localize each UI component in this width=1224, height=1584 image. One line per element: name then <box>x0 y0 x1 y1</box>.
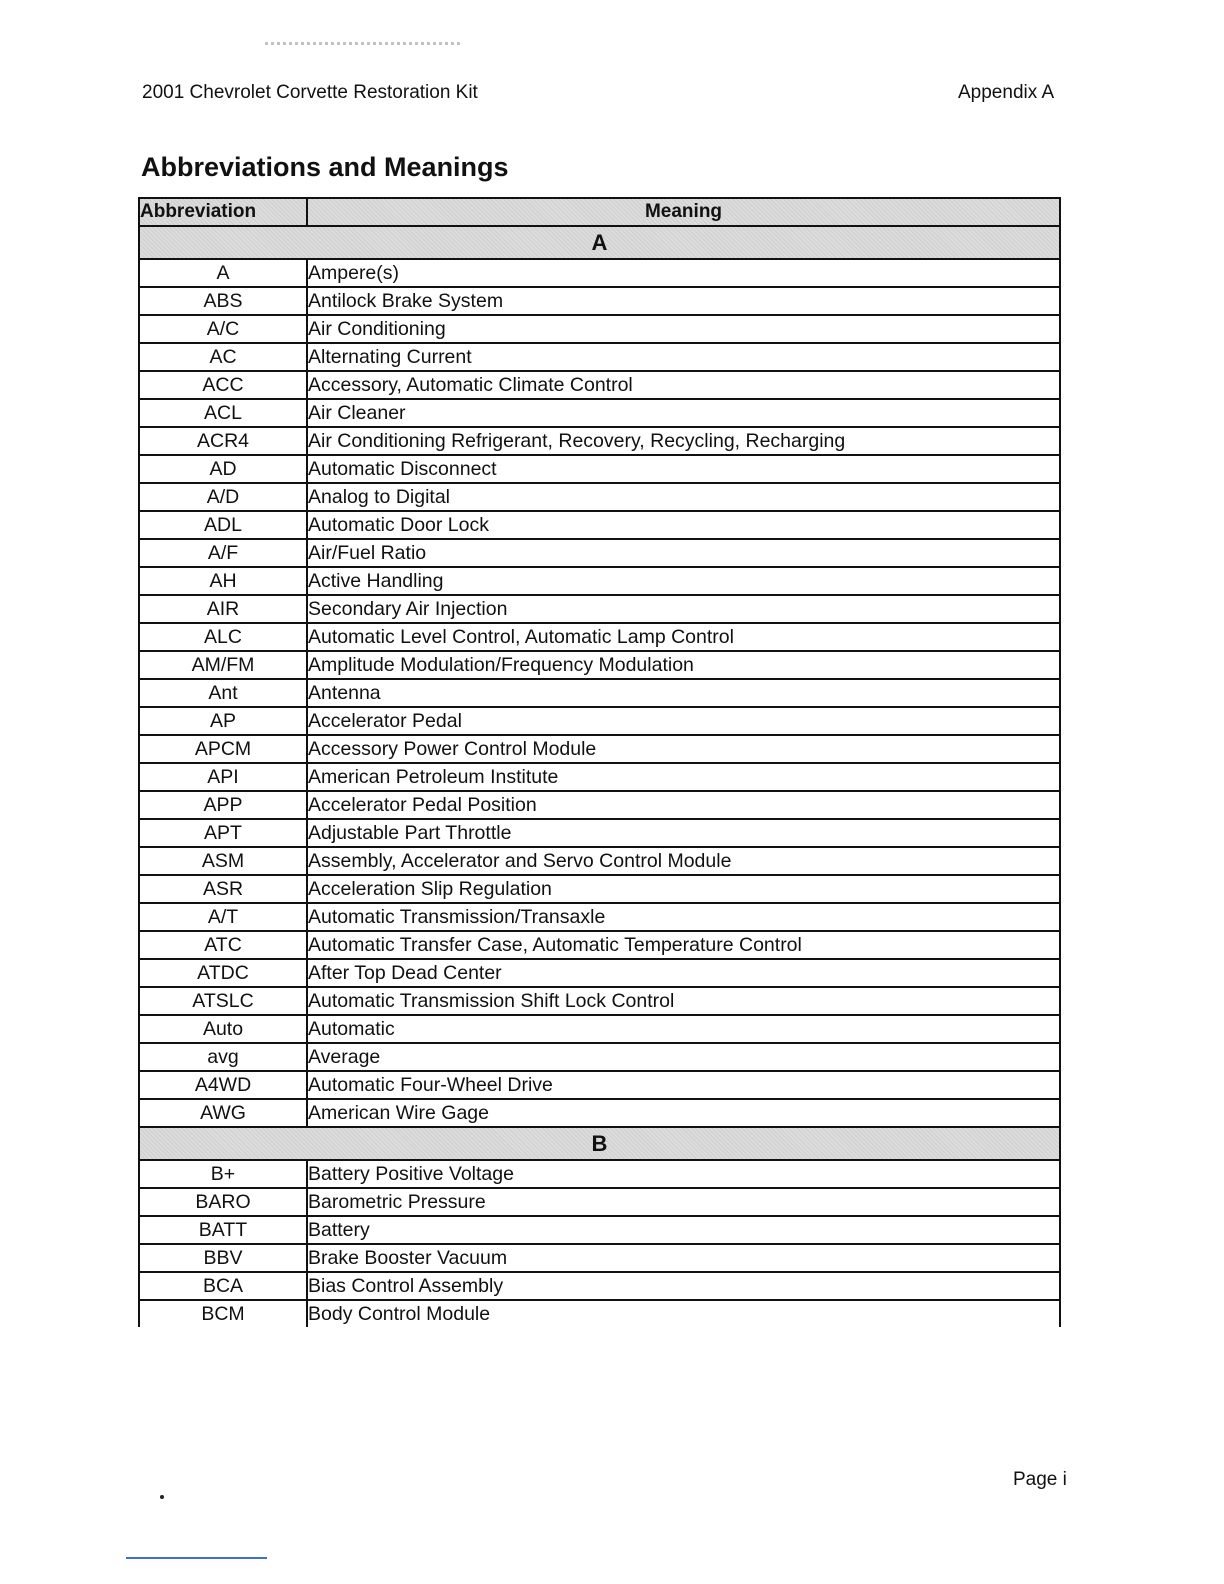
table-row <box>139 399 1060 427</box>
abbreviations-table <box>138 197 1061 1327</box>
table-row <box>139 371 1060 399</box>
abbreviation-cell: APCM <box>139 735 307 763</box>
abbreviation-cell: APP <box>139 791 307 819</box>
meaning-cell: Automatic Transfer Case, Automatic Temperature Control <box>307 931 1060 959</box>
abbreviation-cell: AD <box>139 455 307 483</box>
abbreviation-cell: AH <box>139 567 307 595</box>
meaning-cell: Adjustable Part Throttle <box>307 819 1060 847</box>
meaning-cell: Automatic Level Control, Automatic Lamp Control <box>307 623 1060 651</box>
meaning-cell: Active Handling <box>307 567 1060 595</box>
scan-underline <box>126 1557 267 1559</box>
abbreviation-cell: BCM <box>139 1300 307 1327</box>
abbreviation-cell: AWG <box>139 1099 307 1127</box>
meaning-cell: Antenna <box>307 679 1060 707</box>
table-row <box>139 1188 1060 1216</box>
meaning-cell: Accessory Power Control Module <box>307 735 1060 763</box>
table-body <box>139 226 1060 1327</box>
table-row <box>139 1099 1060 1127</box>
table-row <box>139 1015 1060 1043</box>
meaning-cell: Automatic Transmission Shift Lock Control <box>307 987 1060 1015</box>
section-row <box>139 226 1060 259</box>
table-row <box>139 287 1060 315</box>
table-row <box>139 1272 1060 1300</box>
table-row <box>139 455 1060 483</box>
meaning-cell: Antilock Brake System <box>307 287 1060 315</box>
table-row <box>139 623 1060 651</box>
meaning-cell: Automatic Transmission/Transaxle <box>307 903 1060 931</box>
abbreviation-cell: A/C <box>139 315 307 343</box>
scan-dot <box>160 1495 164 1499</box>
meaning-cell: Battery <box>307 1216 1060 1244</box>
table-row <box>139 427 1060 455</box>
meaning-cell: Acceleration Slip Regulation <box>307 875 1060 903</box>
scan-artifact <box>265 42 460 45</box>
abbreviation-cell: ADL <box>139 511 307 539</box>
table-row <box>139 1244 1060 1272</box>
table-row <box>139 595 1060 623</box>
meaning-cell: Automatic <box>307 1015 1060 1043</box>
meaning-cell: Accessory, Automatic Climate Control <box>307 371 1060 399</box>
meaning-cell: Barometric Pressure <box>307 1188 1060 1216</box>
column-header-abbreviation: Abbreviation <box>139 198 307 226</box>
table-row <box>139 1043 1060 1071</box>
meaning-cell: Assembly, Accelerator and Servo Control Module <box>307 847 1060 875</box>
abbreviation-cell: ATSLC <box>139 987 307 1015</box>
meaning-cell: American Petroleum Institute <box>307 763 1060 791</box>
meaning-cell: Air Cleaner <box>307 399 1060 427</box>
table-row <box>139 1160 1060 1188</box>
table-row <box>139 1071 1060 1099</box>
running-header-title: 2001 Chevrolet Corvette Restoration Kit <box>142 82 478 103</box>
abbreviation-cell: ASR <box>139 875 307 903</box>
abbreviation-cell: A/F <box>139 539 307 567</box>
abbreviation-cell: ABS <box>139 287 307 315</box>
table-row <box>139 679 1060 707</box>
abbreviation-cell: ACR4 <box>139 427 307 455</box>
abbreviation-cell: APT <box>139 819 307 847</box>
meaning-cell: Brake Booster Vacuum <box>307 1244 1060 1272</box>
table-row <box>139 651 1060 679</box>
meaning-cell: American Wire Gage <box>307 1099 1060 1127</box>
meaning-cell: Air Conditioning Refrigerant, Recovery, Recycling, Recharging <box>307 427 1060 455</box>
table-row <box>139 1300 1060 1327</box>
meaning-cell: Bias Control Assembly <box>307 1272 1060 1300</box>
abbreviation-cell: A4WD <box>139 1071 307 1099</box>
table-row <box>139 987 1060 1015</box>
abbreviation-cell: ACC <box>139 371 307 399</box>
meaning-cell: Automatic Door Lock <box>307 511 1060 539</box>
abbreviation-cell: ACL <box>139 399 307 427</box>
abbreviation-cell: A/D <box>139 483 307 511</box>
table-header-row <box>139 198 1060 226</box>
meaning-cell: Accelerator Pedal <box>307 707 1060 735</box>
meaning-cell: Analog to Digital <box>307 483 1060 511</box>
table-row <box>139 763 1060 791</box>
abbreviation-cell: ATDC <box>139 959 307 987</box>
meaning-cell: After Top Dead Center <box>307 959 1060 987</box>
abbreviation-cell: ATC <box>139 931 307 959</box>
abbreviation-cell: ASM <box>139 847 307 875</box>
abbreviation-cell: avg <box>139 1043 307 1071</box>
abbreviation-cell: B+ <box>139 1160 307 1188</box>
table-row <box>139 707 1060 735</box>
section-letter: A <box>139 226 1060 259</box>
table-row <box>139 539 1060 567</box>
meaning-cell: Secondary Air Injection <box>307 595 1060 623</box>
table-row <box>139 735 1060 763</box>
table-row <box>139 819 1060 847</box>
meaning-cell: Alternating Current <box>307 343 1060 371</box>
running-header-appendix: Appendix A <box>958 82 1055 103</box>
meaning-cell: Amplitude Modulation/Frequency Modulation <box>307 651 1060 679</box>
abbreviation-cell: ALC <box>139 623 307 651</box>
abbreviation-cell: AM/FM <box>139 651 307 679</box>
table-row <box>139 567 1060 595</box>
abbreviation-cell: BBV <box>139 1244 307 1272</box>
table-row <box>139 315 1060 343</box>
section-row <box>139 1127 1060 1160</box>
table-row <box>139 875 1060 903</box>
table-row <box>139 343 1060 371</box>
abbreviation-cell: API <box>139 763 307 791</box>
table-row <box>139 483 1060 511</box>
table-row <box>139 259 1060 287</box>
meaning-cell: Automatic Disconnect <box>307 455 1060 483</box>
abbreviation-cell: BARO <box>139 1188 307 1216</box>
abbreviation-cell: A <box>139 259 307 287</box>
table-row <box>139 511 1060 539</box>
section-letter: B <box>139 1127 1060 1160</box>
table-row <box>139 931 1060 959</box>
meaning-cell: Air/Fuel Ratio <box>307 539 1060 567</box>
meaning-cell: Body Control Module <box>307 1300 1060 1327</box>
page-number: Page i <box>1013 1469 1067 1490</box>
meaning-cell: Ampere(s) <box>307 259 1060 287</box>
meaning-cell: Accelerator Pedal Position <box>307 791 1060 819</box>
abbreviation-cell: AP <box>139 707 307 735</box>
abbreviation-cell: Auto <box>139 1015 307 1043</box>
abbreviation-cell: BATT <box>139 1216 307 1244</box>
table-row <box>139 847 1060 875</box>
abbreviation-cell: Ant <box>139 679 307 707</box>
abbreviation-cell: BCA <box>139 1272 307 1300</box>
meaning-cell: Automatic Four-Wheel Drive <box>307 1071 1060 1099</box>
meaning-cell: Air Conditioning <box>307 315 1060 343</box>
table-row <box>139 903 1060 931</box>
abbreviation-cell: A/T <box>139 903 307 931</box>
table-row <box>139 959 1060 987</box>
abbreviation-cell: AC <box>139 343 307 371</box>
table-row <box>139 1216 1060 1244</box>
meaning-cell: Average <box>307 1043 1060 1071</box>
meaning-cell: Battery Positive Voltage <box>307 1160 1060 1188</box>
abbreviation-cell: AIR <box>139 595 307 623</box>
table-row <box>139 791 1060 819</box>
column-header-meaning: Meaning <box>307 198 1060 226</box>
page-title: Abbreviations and Meanings <box>141 152 509 182</box>
